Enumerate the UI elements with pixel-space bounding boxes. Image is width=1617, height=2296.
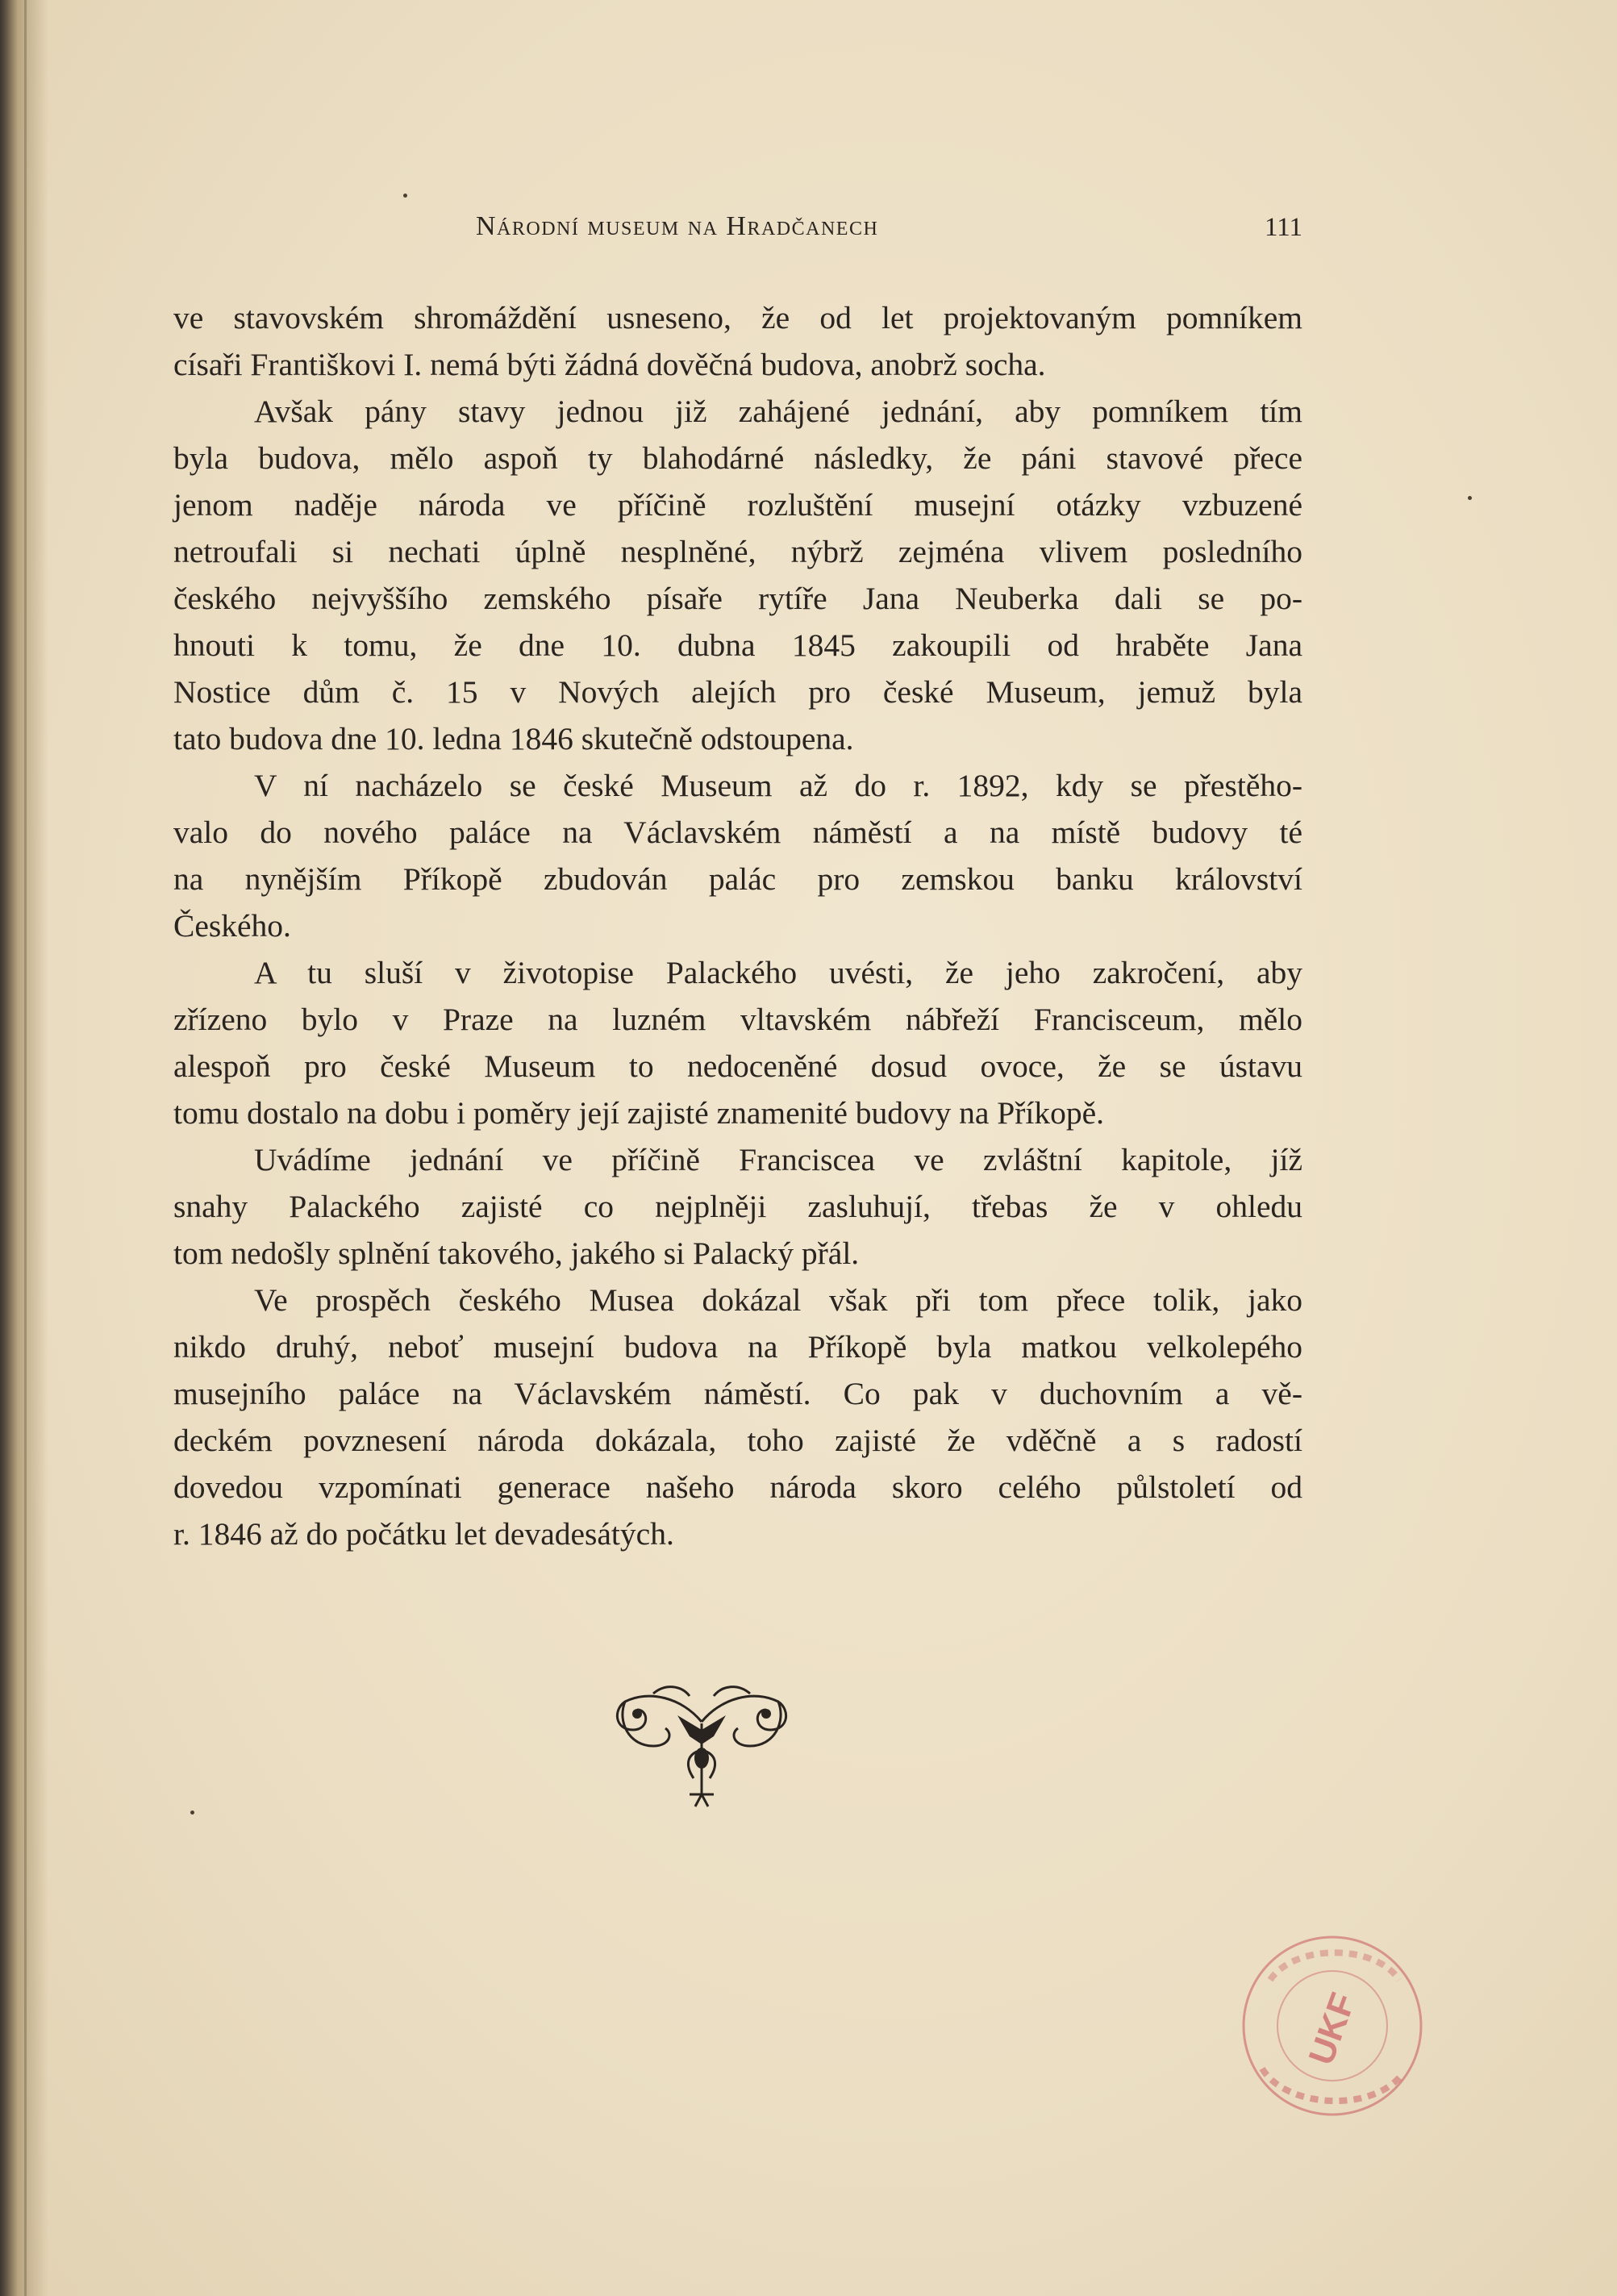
text-line: V ní nacházelo se české Museum až do r. 1892, kdy se přestěho- <box>254 768 1302 803</box>
body-text <box>173 294 1302 1557</box>
text-line: Českého. <box>173 908 291 944</box>
text-line: tom nedošly splnění takového, jakého si Palacký přál. <box>173 1236 860 1271</box>
text-line: valo do nového paláce na Václavském náměstí a na místě budovy té <box>173 815 1302 850</box>
text-line: nikdo druhý, neboť musejní budova na Příkopě byla matkou velkolepého <box>173 1329 1302 1365</box>
text-line: jenom naděje národa ve příčině rozluštění musejní otázky vzbuzené <box>173 487 1302 523</box>
fleuron-ornament-icon <box>605 1673 798 1819</box>
running-head <box>173 211 1302 244</box>
text-line: Avšak pány stavy jednou již zahájené jednání, aby pomníkem tím <box>254 394 1302 429</box>
text-line: tato budova dne 10. ledna 1846 skutečně odstoupena. <box>173 721 854 756</box>
text-line: hnouti k tomu, že dne 10. dubna 1845 zakoupili od hraběte Jana <box>173 627 1302 663</box>
library-stamp <box>1238 1931 1427 2121</box>
text-line: dovedou vzpomínati generace našeho národa skoro celého půlstoletí od <box>173 1469 1302 1505</box>
text-line: na nynějším Příkopě zbudován palác pro zemskou banku království <box>173 861 1302 897</box>
text-line: snahy Palackého zajisté co nejplněji zasluhují, třebas že v ohledu <box>173 1189 1302 1224</box>
text-line: byla budova, mělo aspoň ty blahodárné následky, že páni stavové přece <box>173 440 1302 476</box>
page-number: 111 <box>1264 213 1302 242</box>
paper-speck <box>403 194 407 198</box>
text-line: Nostice dům č. 15 v Nových alejích pro české Museum, jemuž byla <box>173 674 1302 710</box>
library-stamp-label: UKF <box>1301 1987 1364 2070</box>
binding-edge <box>24 0 27 2296</box>
text-line: zřízeno bylo v Praze na luzném vltavském nábřeží Francisceum, mělo <box>173 1002 1302 1037</box>
text-line: alespoň pro české Museum to nedoceněné dosud ovoce, že se ústavu <box>173 1048 1302 1084</box>
paper-speck <box>190 1811 194 1815</box>
paper-speck <box>1468 496 1472 500</box>
text-line: netroufali si nechati úplně nesplněné, nýbrž zejména vlivem posledního <box>173 534 1302 569</box>
text-line: Uvádíme jednání ve příčině Franciscea ve zvláštní kapitole, jíž <box>254 1142 1302 1177</box>
text-line: ve stavovském shromáždění usneseno, že od let projektovaným pomníkem <box>173 300 1302 335</box>
text-line: českého nejvyššího zemského písaře rytíře Jana Neuberka dali se po- <box>173 581 1302 616</box>
text-line: deckém povznesení národa dokázala, toho zajisté že vděčně a s radostí <box>173 1423 1302 1458</box>
text-line: tomu dostalo na dobu i poměry její zajisté znamenité budovy na Příkopě. <box>173 1095 1105 1131</box>
text-line: A tu sluší v životopise Palackého uvésti, že jeho zakročení, aby <box>254 955 1302 990</box>
text-line: Ve prospěch českého Musea dokázal však při tom přece tolik, jako <box>254 1282 1302 1318</box>
text-line: musejního paláce na Václavském náměstí. Co pak v duchovním a vě- <box>173 1376 1302 1411</box>
text-line: r. 1846 až do počátku let devadesátých. <box>173 1516 674 1552</box>
text-line: císaři Františkovi I. nemá býti žádná dověčná budova, anobrž socha. <box>173 347 1046 382</box>
running-head-title: Národní museum na Hradčanech <box>476 211 879 241</box>
